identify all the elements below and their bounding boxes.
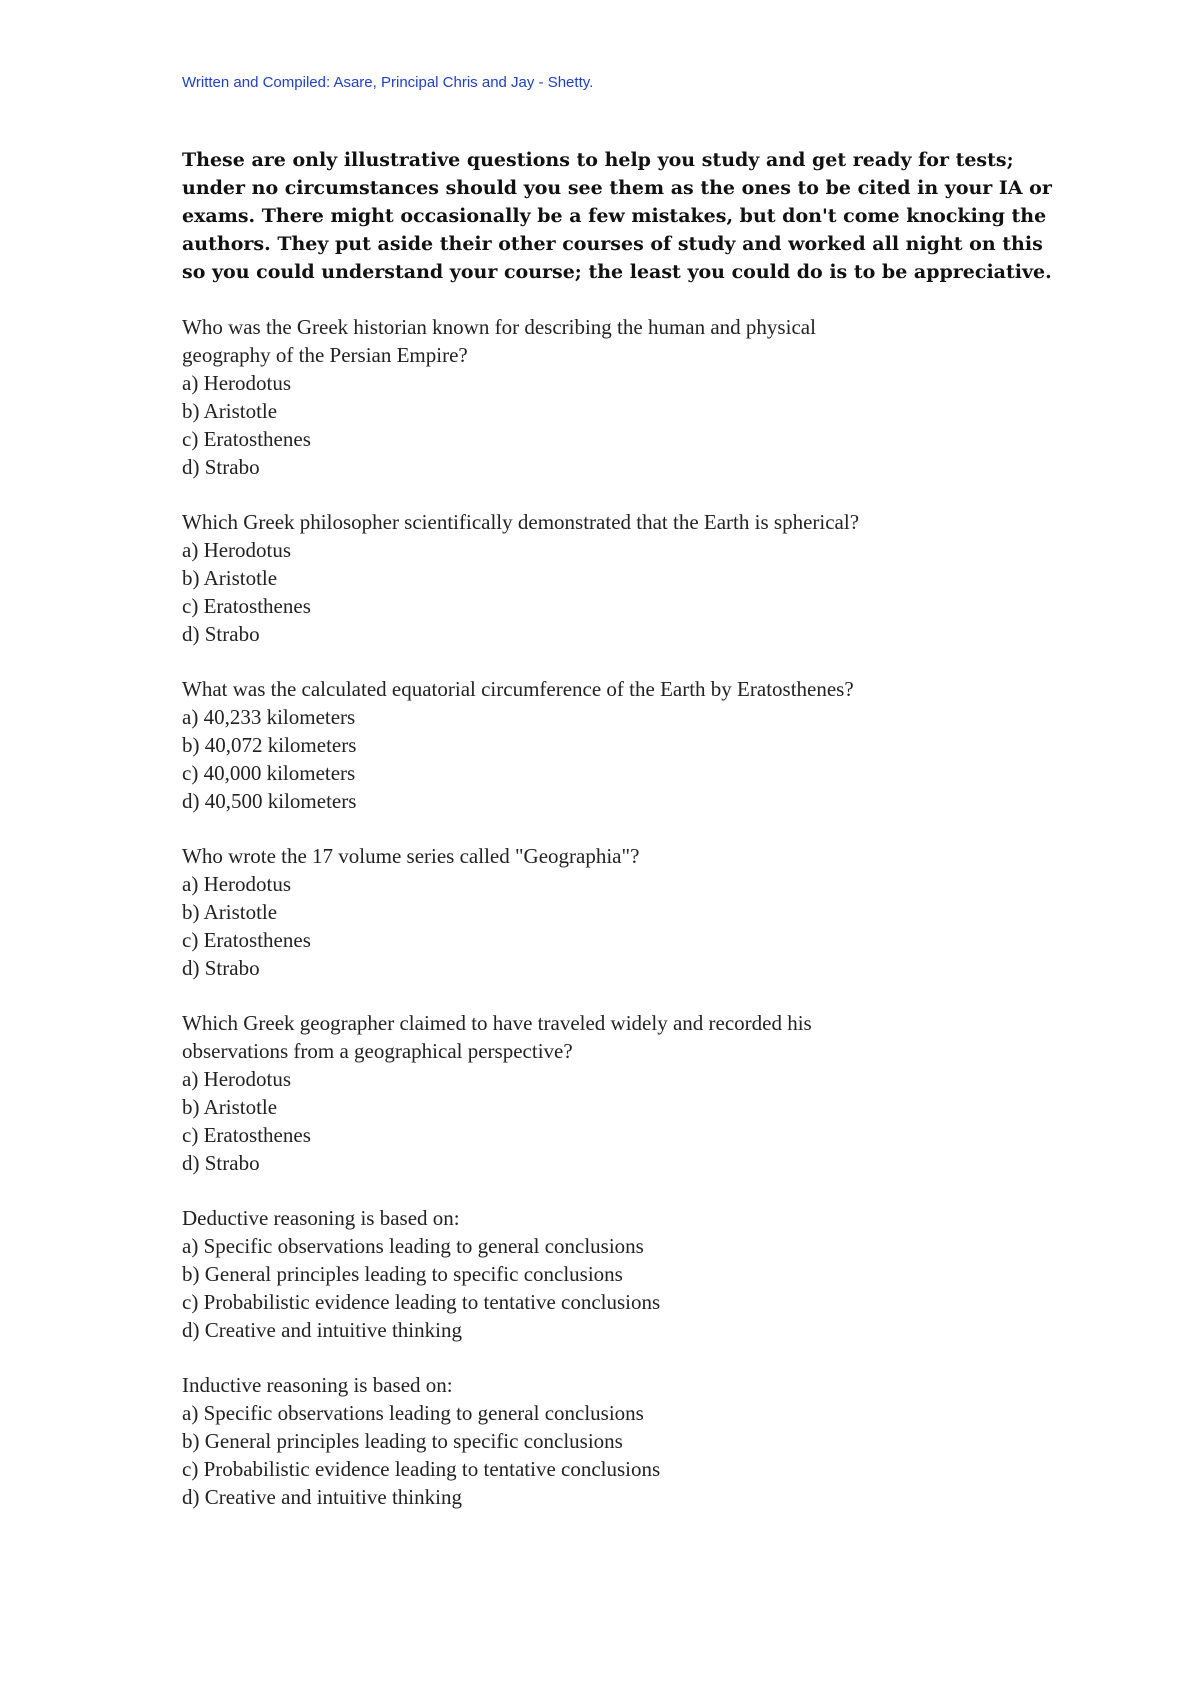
question-block <box>182 1009 1042 1177</box>
question-block <box>182 1371 1042 1511</box>
answer-option: c) Eratosthenes <box>182 928 311 952</box>
answer-option: d) Strabo <box>182 455 260 479</box>
disclaimer-line: exams. There might occasionally be a few mistakes, but don't come knocking the <box>182 205 1047 227</box>
answer-option: b) 40,072 kilometers <box>182 733 357 757</box>
question-block <box>182 675 1042 815</box>
question-text-line: Which Greek geographer claimed to have traveled widely and recorded his <box>182 1011 812 1035</box>
answer-option: a) Herodotus <box>182 872 292 896</box>
disclaimer-line: so you could understand your course; the least you could do is to be appreciative. <box>182 261 1052 283</box>
question-text-line: What was the calculated equatorial circumference of the Earth by Eratosthenes? <box>182 677 854 701</box>
author-credit: Written and Compiled: Asare, Principal Chris and Jay - Shetty. <box>182 74 594 91</box>
question-block <box>182 1204 1042 1344</box>
answer-option: d) Strabo <box>182 622 260 646</box>
answer-option: d) Creative and intuitive thinking <box>182 1318 462 1342</box>
question-text <box>182 675 1042 703</box>
answer-option: c) Eratosthenes <box>182 1123 311 1147</box>
answer-option: b) General principles leading to specific conclusions <box>182 1262 623 1286</box>
question-text-line: Which Greek philosopher scientifically demonstrated that the Earth is spherical? <box>182 510 860 534</box>
answer-option: d) Strabo <box>182 1151 260 1175</box>
answer-option: a) Herodotus <box>182 1067 292 1091</box>
question-list <box>182 313 1042 1538</box>
answer-option: c) Probabilistic evidence leading to tentative conclusions <box>182 1290 661 1314</box>
disclaimer-paragraph <box>182 146 1052 286</box>
answer-option: a) Specific observations leading to general conclusions <box>182 1401 644 1425</box>
disclaimer-line: These are only illustrative questions to help you study and get ready for tests; <box>182 149 1014 171</box>
question-text-line: Deductive reasoning is based on: <box>182 1206 460 1230</box>
answer-option: a) Specific observations leading to general conclusions <box>182 1234 644 1258</box>
question-text-line: Inductive reasoning is based on: <box>182 1373 453 1397</box>
answer-option: a) 40,233 kilometers <box>182 705 356 729</box>
answer-option: b) General principles leading to specific conclusions <box>182 1429 623 1453</box>
answer-option: c) 40,000 kilometers <box>182 761 356 785</box>
answer-option: a) Herodotus <box>182 538 292 562</box>
question-text-line: Who was the Greek historian known for describing the human and physical <box>182 315 816 339</box>
answer-option: b) Aristotle <box>182 399 278 423</box>
answer-option: b) Aristotle <box>182 900 278 924</box>
disclaimer-line: authors. They put aside their other courses of study and worked all night on this <box>182 233 1043 255</box>
question-text <box>182 842 1042 870</box>
question-text-line: observations from a geographical perspective? <box>182 1039 573 1063</box>
question-block <box>182 508 1042 648</box>
answer-option: c) Eratosthenes <box>182 427 311 451</box>
question-text-line: geography of the Persian Empire? <box>182 343 468 367</box>
answer-option: a) Herodotus <box>182 371 292 395</box>
question-text <box>182 1009 1042 1065</box>
question-text <box>182 1204 1042 1232</box>
answer-option: d) 40,500 kilometers <box>182 789 357 813</box>
question-block <box>182 842 1042 982</box>
question-text <box>182 1371 1042 1399</box>
answer-option: b) Aristotle <box>182 566 278 590</box>
answer-option: b) Aristotle <box>182 1095 278 1119</box>
answer-option: d) Strabo <box>182 956 260 980</box>
question-block <box>182 313 1042 481</box>
answer-option: c) Probabilistic evidence leading to tentative conclusions <box>182 1457 661 1481</box>
disclaimer-line: under no circumstances should you see them as the ones to be cited in your IA or <box>182 177 1052 199</box>
answer-option: c) Eratosthenes <box>182 594 311 618</box>
answer-option: d) Creative and intuitive thinking <box>182 1485 462 1509</box>
question-text-line: Who wrote the 17 volume series called "Geographia"? <box>182 844 640 868</box>
question-text <box>182 508 1042 536</box>
question-text <box>182 313 1042 369</box>
